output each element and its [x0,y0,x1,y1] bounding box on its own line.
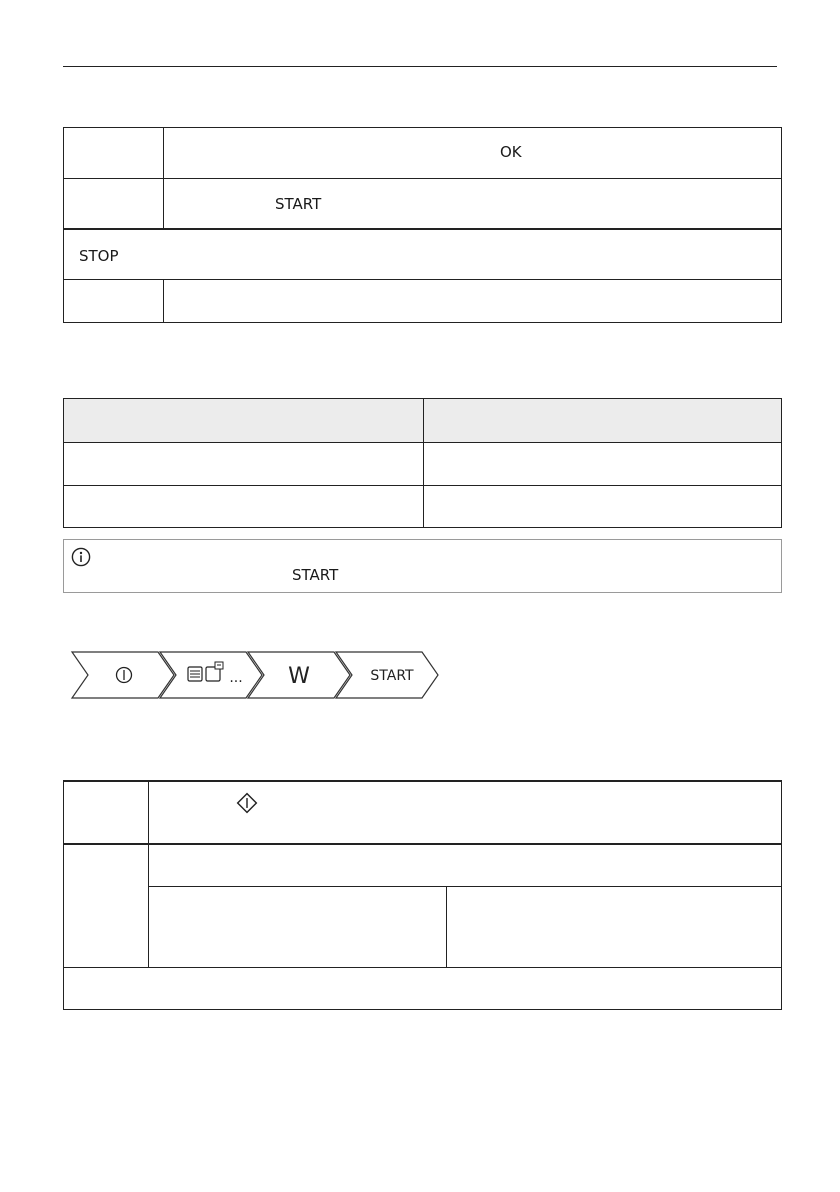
flow-step-modes-ellipsis: ... [229,670,243,686]
header-rule [63,66,777,67]
table-1 [63,127,782,323]
info-note [63,539,782,593]
key-start: START [275,195,322,213]
table-2 [63,398,782,528]
key-ok: OK [500,143,522,161]
table-3-subcolumn-divider [446,886,447,968]
table-3 [63,780,782,1010]
step-flow [70,650,450,700]
power-icon [117,668,132,683]
key-stop: STOP [79,247,119,265]
table-2-column-divider [423,399,424,527]
table-3-row-divider-2 [148,886,781,887]
flow-step-start [336,652,438,698]
oven-modes-icon [188,662,223,681]
table-1-row-divider-3 [64,279,781,280]
table-1-row-divider-2 [64,228,781,230]
note-key-start: START [292,566,339,584]
table-1-row-divider-1 [64,178,781,179]
flow-step-w-label: W [288,664,310,689]
table-3-column-divider [148,782,149,968]
info-icon [71,547,91,567]
table-1-column-divider-bottom [163,279,164,323]
flow-step-modes [160,652,262,698]
table-3-row-divider-1 [64,843,781,845]
flow-step-power [72,652,174,698]
table-3-row-divider-3 [64,967,781,968]
flow-step-start-label: START [370,668,414,684]
flow-step-w [248,652,350,698]
table-2-row-divider-1 [64,442,781,443]
start-diamond-icon [236,792,258,814]
table-2-row-divider-2 [64,485,781,486]
